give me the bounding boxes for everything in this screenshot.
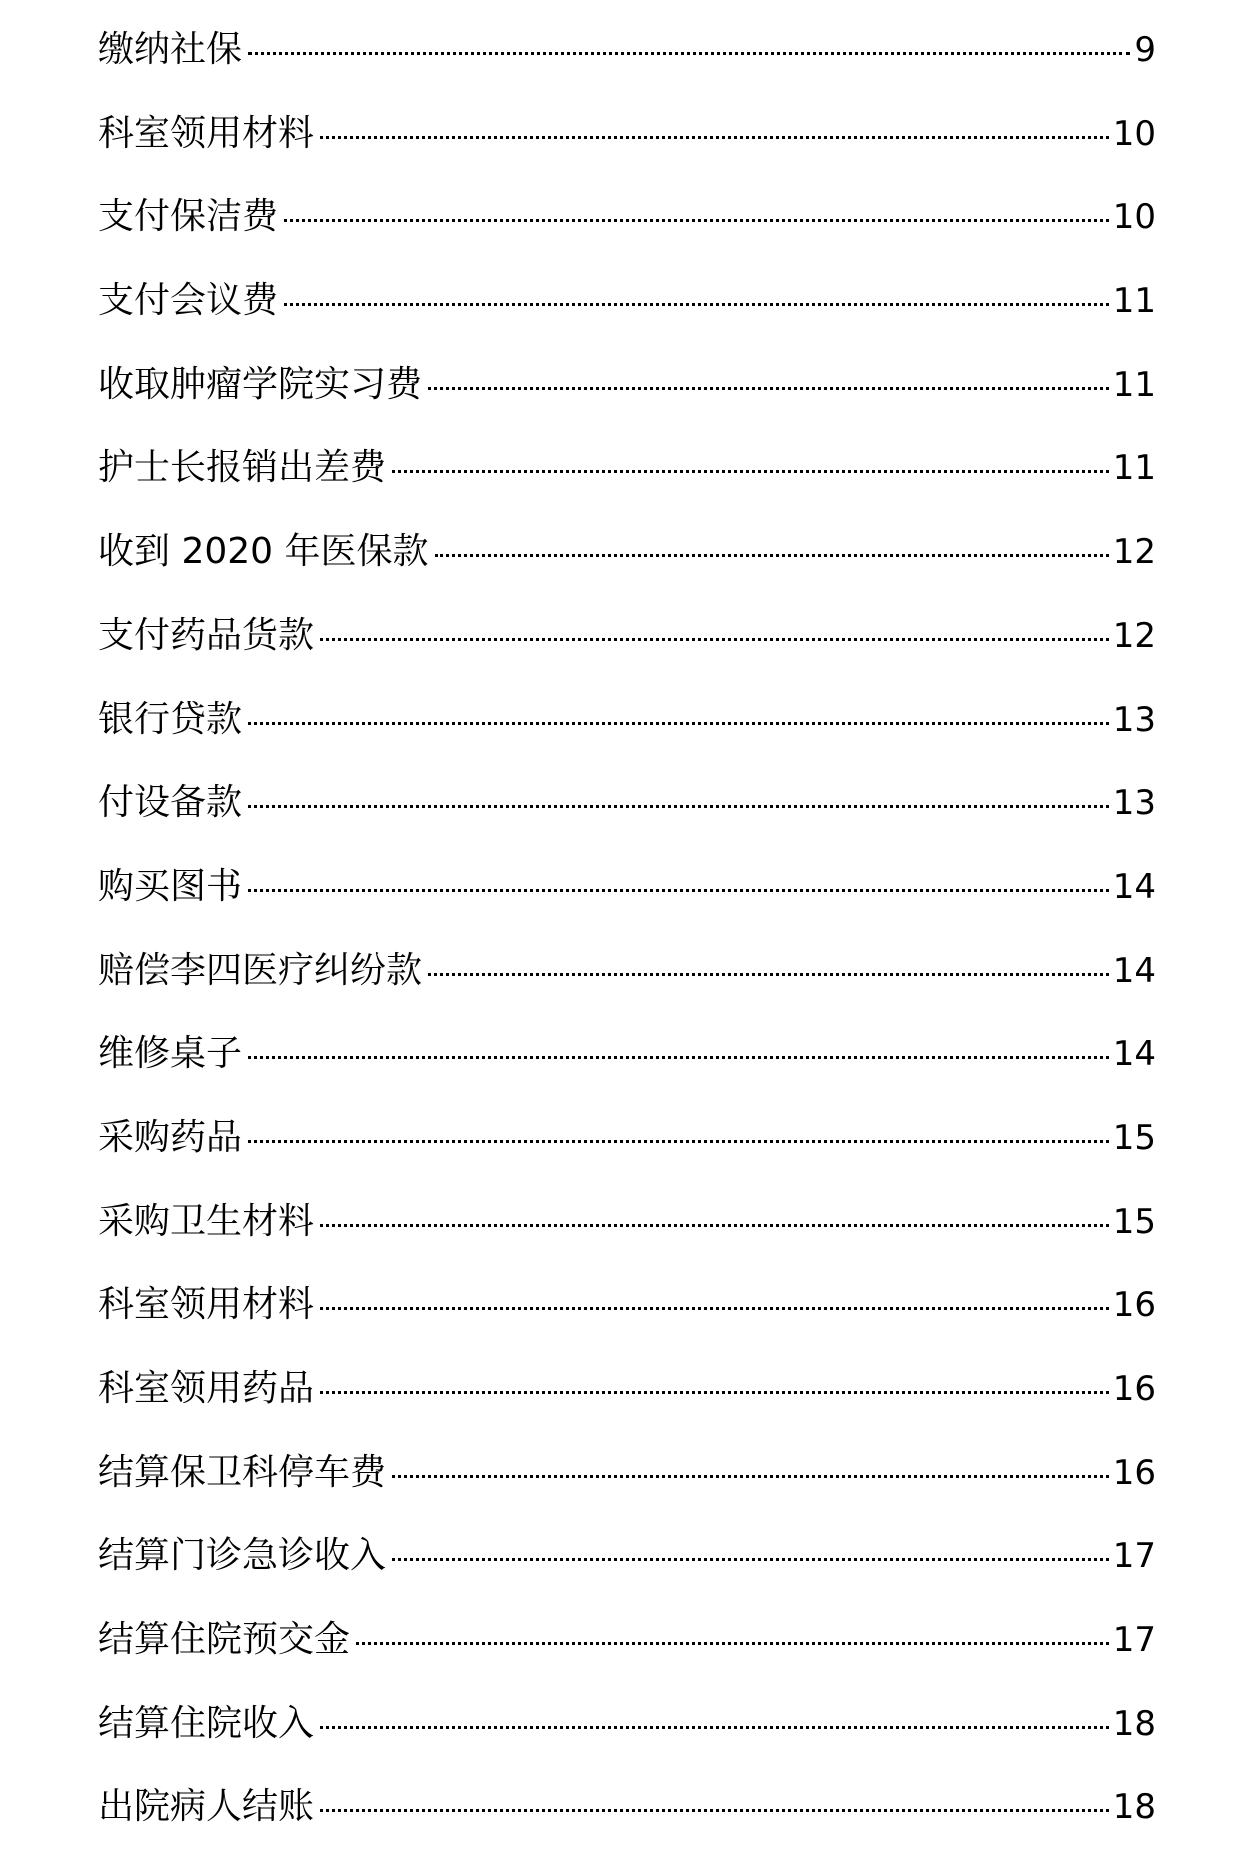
toc-entry-page: 9 <box>1134 30 1156 70</box>
toc-entry-page: 12 <box>1112 615 1156 656</box>
toc-dot-leader <box>248 1056 1109 1059</box>
toc-dot-leader <box>320 1391 1109 1394</box>
toc-entry[interactable] <box>98 353 1156 437</box>
toc-entry-title: 护士长报销出差费 <box>98 447 387 489</box>
toc-entry-page: 10 <box>1112 113 1156 154</box>
toc-entry-title: 结算门诊急诊收入 <box>98 1535 387 1577</box>
toc-dot-leader <box>320 1726 1109 1729</box>
toc-entry-page: 17 <box>1112 1536 1156 1577</box>
toc-entry[interactable] <box>98 855 1156 939</box>
toc-dot-leader <box>320 1809 1109 1812</box>
toc-dot-leader <box>356 1642 1109 1645</box>
toc-entry-title: 科室领用材料 <box>98 1284 315 1326</box>
toc-entry[interactable] <box>98 1775 1156 1859</box>
toc-entry[interactable] <box>98 1273 1156 1357</box>
toc-dot-leader <box>320 638 1109 641</box>
toc-dot-leader <box>320 1224 1109 1227</box>
toc-entry[interactable] <box>98 1357 1156 1441</box>
toc-entry-title: 收到 2020 年医保款 <box>98 531 429 573</box>
toc-entry-page: 11 <box>1112 281 1156 322</box>
toc-entry-page: 15 <box>1112 1201 1156 1242</box>
toc-entry-page: 15 <box>1112 1117 1156 1158</box>
toc-entry-page: 17 <box>1112 1620 1156 1661</box>
toc-entry-page: 11 <box>1112 448 1156 489</box>
toc-entry-title: 缴纳社保 <box>98 29 243 70</box>
toc-entry-page: 11 <box>1112 364 1156 405</box>
toc-dot-leader <box>428 387 1109 390</box>
toc-dot-leader <box>320 1307 1109 1310</box>
toc-entry[interactable] <box>98 269 1156 353</box>
toc-dot-leader <box>284 303 1109 306</box>
toc-entry-title: 购买图书 <box>98 865 243 907</box>
toc-entry-title: 支付药品货款 <box>98 614 315 656</box>
toc-entry-title: 出院病人结账 <box>98 1786 315 1828</box>
toc-entry-title: 采购药品 <box>98 1116 243 1158</box>
toc-entry[interactable] <box>98 1524 1156 1608</box>
toc-dot-leader <box>392 1475 1109 1478</box>
toc-entry-page: 18 <box>1112 1703 1156 1744</box>
toc-entry[interactable] <box>98 436 1156 520</box>
toc-entry-title: 维修桌子 <box>98 1033 243 1075</box>
toc-entry-page: 13 <box>1112 699 1156 740</box>
toc-entry[interactable] <box>98 1608 1156 1692</box>
toc-dot-leader <box>392 470 1109 473</box>
toc-entry[interactable] <box>98 1106 1156 1190</box>
toc-entry-page: 16 <box>1112 1452 1156 1493</box>
toc-entry-title: 结算住院收入 <box>98 1702 315 1744</box>
toc-entry-page: 14 <box>1112 866 1156 907</box>
toc-dot-leader <box>248 805 1109 808</box>
toc-entry-page: 18 <box>1112 1787 1156 1828</box>
toc-entry[interactable] <box>98 688 1156 772</box>
toc-entry[interactable] <box>98 18 1156 102</box>
toc-entry-page: 12 <box>1112 532 1156 573</box>
toc-dot-leader <box>284 219 1109 222</box>
toc-entry[interactable] <box>98 1441 1156 1525</box>
toc-entry-title: 结算住院预交金 <box>98 1619 351 1661</box>
toc-entry-title: 赔偿李四医疗纠纷款 <box>98 949 423 991</box>
toc-dot-leader <box>248 889 1109 892</box>
toc-entry-title: 支付保洁费 <box>98 196 279 238</box>
toc-entry-title: 采购卫生材料 <box>98 1200 315 1242</box>
toc-entry[interactable] <box>98 1692 1156 1776</box>
toc-entry-page: 16 <box>1112 1369 1156 1409</box>
toc-entry-page: 14 <box>1112 1034 1156 1075</box>
toc-entry-title: 收取肿瘤学院实习费 <box>98 363 423 405</box>
toc-entry-page: 13 <box>1112 783 1156 824</box>
toc-entry-page: 16 <box>1112 1285 1156 1326</box>
toc-entry[interactable] <box>98 771 1156 855</box>
toc-entry[interactable] <box>98 939 1156 1023</box>
toc-entry-title: 支付会议费 <box>98 280 279 322</box>
toc-dot-leader <box>248 722 1109 725</box>
toc-dot-leader <box>248 1140 1109 1143</box>
table-of-contents <box>98 18 1156 1859</box>
toc-dot-leader <box>320 136 1109 139</box>
toc-dot-leader <box>392 1558 1109 1561</box>
toc-entry-title: 科室领用材料 <box>98 112 315 154</box>
toc-dot-leader <box>428 973 1109 976</box>
toc-entry[interactable] <box>98 520 1156 604</box>
toc-entry-page: 10 <box>1112 197 1156 238</box>
toc-entry-page: 14 <box>1112 950 1156 991</box>
toc-dot-leader <box>248 52 1130 55</box>
toc-entry-title: 科室领用药品 <box>98 1368 315 1409</box>
toc-entry[interactable] <box>98 1022 1156 1106</box>
toc-entry[interactable] <box>98 185 1156 269</box>
toc-entry-title: 付设备款 <box>98 782 243 824</box>
toc-entry[interactable] <box>98 604 1156 688</box>
toc-entry[interactable] <box>98 102 1156 186</box>
toc-entry-title: 结算保卫科停车费 <box>98 1451 387 1493</box>
toc-dot-leader <box>435 554 1109 557</box>
toc-entry[interactable] <box>98 1190 1156 1274</box>
toc-entry-title: 银行贷款 <box>98 698 243 740</box>
